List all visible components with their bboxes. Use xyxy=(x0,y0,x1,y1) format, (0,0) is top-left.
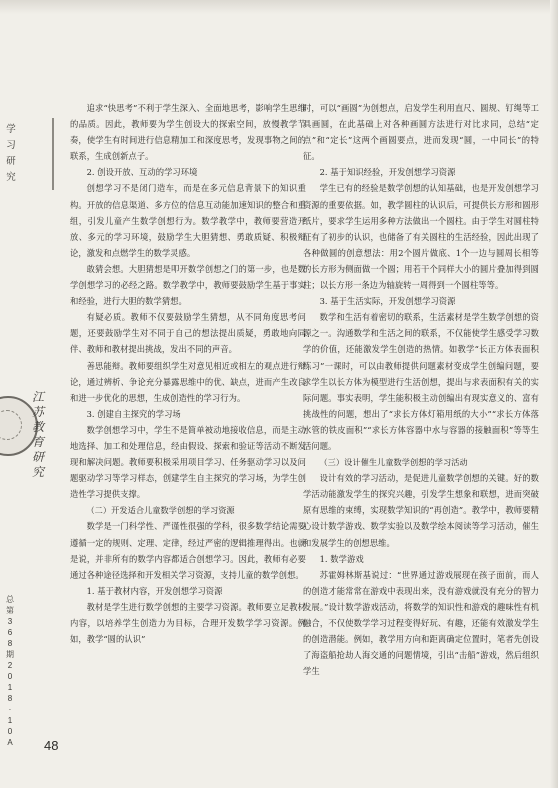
scan-edge-top xyxy=(0,0,558,14)
paragraph: 教材是学生进行数学创想的主要学习资源。教师要立足教材内容，以培养学生创造力为目标，合理开发数学学习资源。例如，教学“圆的认识” xyxy=(70,601,306,645)
subsection-heading: （三）设计催生儿童数学创想的学习活动 xyxy=(319,457,468,468)
section-heading: 1. 基于教材内容，开发创想学习资源 xyxy=(86,585,223,596)
section-label: 学 习 研 究 xyxy=(6,124,16,183)
logo-text: 江 苏 教 育 研 究 xyxy=(32,390,45,479)
paragraph: 数学和生活有着密切的联系，生活素材是学生数学创想的资源之一。沟通数学和生活之间的联系，不仅能使学生感受学习数学的价值，还能激发学生创造的热情。如教学“长正方体表面积练习”一课时，可以由教师提供问题素材变成学生创编问题，要求学生以长方体为模型进行生活创想，提出与求表面积有关的实际问题。事实表明，学生能积极主动创编出有现实意义的、富有挑战性的问题，想出了“求长方体灯箱用纸的大小”“求长方体落水管的铁皮面积”“求长方体容器中水与容器的接触面积”等等生活问题。 xyxy=(303,312,539,451)
paragraph: 设计有效的学习活动，是促进儿童数学创想的关键。好的数学活动能激发学生的探究兴趣，引发学生想象和联想，进而突破原有思维的束缚，实现数学知识的“再创造”。教学中，教师要精心设计数学游戏、数学实验以及数学绘本阅读等学习活动，催生和发展学生的创想思维。 xyxy=(303,473,539,548)
scan-edge-right xyxy=(550,0,558,788)
paragraph: 时，可以“画圆”为创想点，启发学生利用直尺、圆规、钉绳等工具画圆，在此基础上对各种画圆方法进行对比求同，总结“定点”和“定长”这两个画圆要点，进而发现“圆，一中同长”的特征。 xyxy=(303,103,539,162)
page-sidebar xyxy=(0,0,60,788)
page-number: 48 xyxy=(44,738,59,753)
section-divider xyxy=(52,118,54,190)
journal-logo xyxy=(2,390,56,479)
paragraph: 善思能辩。教师要组织学生对意见相近或相左的观点进行辩论，通过辨析、争论充分暴露思维中的优、缺点，进而产生改良和进一步优化的思想，生成创造性的学习行为。 xyxy=(70,360,306,403)
right-column xyxy=(303,100,539,740)
section-heading: 2. 基于知识经验，开发创想学习资源 xyxy=(319,167,456,178)
paragraph: 敢猜会想。大胆猜想是叩开数学创想之门的第一步，也是数学创想学习的必经之路。数学教学中，教师要鼓励学生基于事实和经验，进行大胆的数学猜想。 xyxy=(70,263,306,307)
paragraph: 苏霍姆林斯基说过：“世界通过游戏展现在孩子面前，而人的创造才能常常在游戏中表现出来，没有游戏就没有充分的智力发展。”设计数学游戏活动，将数学的知识性和游戏的趣味性有机融合，不仅使数学学习过程变得好玩、有趣，还能有效激发学生的创造潜能。例如，教学用方向和距离确定位置时，笔者先创设了海盗船抢劫人海交通的问题情境，引出“击船”游戏，然后组织学生 xyxy=(303,569,539,677)
paragraph: 有疑必质。教师不仅要鼓励学生猜想，从不同角度思考问题，还要鼓励学生对不同于自己的想法提出质疑，勇敢地向同伴、教师和教材提出挑战，发出不同的声音。 xyxy=(70,312,306,355)
paragraph: 学生已有的经验是数学创想的认知基础，也是开发创想学习资源的重要依据。如，教学圆柱的认识后，可提供长方形和圆形纸片，要求学生运用多种方法做出一个圆柱。由于学生对圆柱特征有了初步的认识，也储备了有关圆柱的生活经验，因此出现了各种做圆的创意想法：用2个圆片做底、1个一边与圆周长相等的长方形为侧面做一个圆；用若干个同样大小的圆片叠加得到圆柱；以长方形一条边为轴旋转一周得到一个圆柱等等。 xyxy=(303,183,539,291)
section-heading: 1. 数学游戏 xyxy=(319,553,364,564)
left-column xyxy=(70,100,306,740)
section-heading: 2. 创设开放、互动的学习环境 xyxy=(86,167,198,178)
paragraph: 创想学习不是闭门造车，而是在多元信息背景下的知识重构。开放的信息渠道、多方位的信息互动能加速知识的整合和重组，引发儿童产生数学创想行为。数学教学中，教师要营造开放、多元的学习环境，鼓励学生大胆猜想、勇敢质疑、积极辩论，激发和点燃学生的数学灵感。 xyxy=(70,183,306,258)
paragraph: 追求“快思考”不利于学生深入、全面地思考，影响学生思维的品质。因此，教师要为学生创设大的探索空间，放慢教学节奏，使学生有时间进行信息精加工和深度思考，发现事物之间的联系，生成创新点子。 xyxy=(70,103,306,162)
issue-line: 总 第 3 6 8 期 2 0 1 8 · 1 0 A xyxy=(6,595,14,747)
paragraph: 数学是一门科学性、严谨性很强的学科，很多数学结论需要遵循一定的规则、定理、定律，经过严密的逻辑推理得出。也就是说，并非所有的数学内容都适合创想学习。因此，教师有必要通过各种途径选择和开发相关学习资源，支持儿童的数学创想。 xyxy=(70,521,306,580)
section-heading: 3. 基于生活实际，开发创想学习资源 xyxy=(319,296,456,307)
section-heading: 3. 创建自主探究的学习场 xyxy=(86,408,181,419)
subsection-heading: （二）开发适合儿童数学创想的学习资源 xyxy=(86,505,235,516)
paragraph: 数学创想学习中，学生不是简单被动地接收信息，而是主动地选择、加工和处理信息，经由假设、探索和验证等活动不断发现和解决问题。教师要积极采用项目学习、任务驱动学习以及问题驱动学习等学习样态，创建学生自主探究的学习场，为学生创造性学习提供支撑。 xyxy=(70,424,306,500)
